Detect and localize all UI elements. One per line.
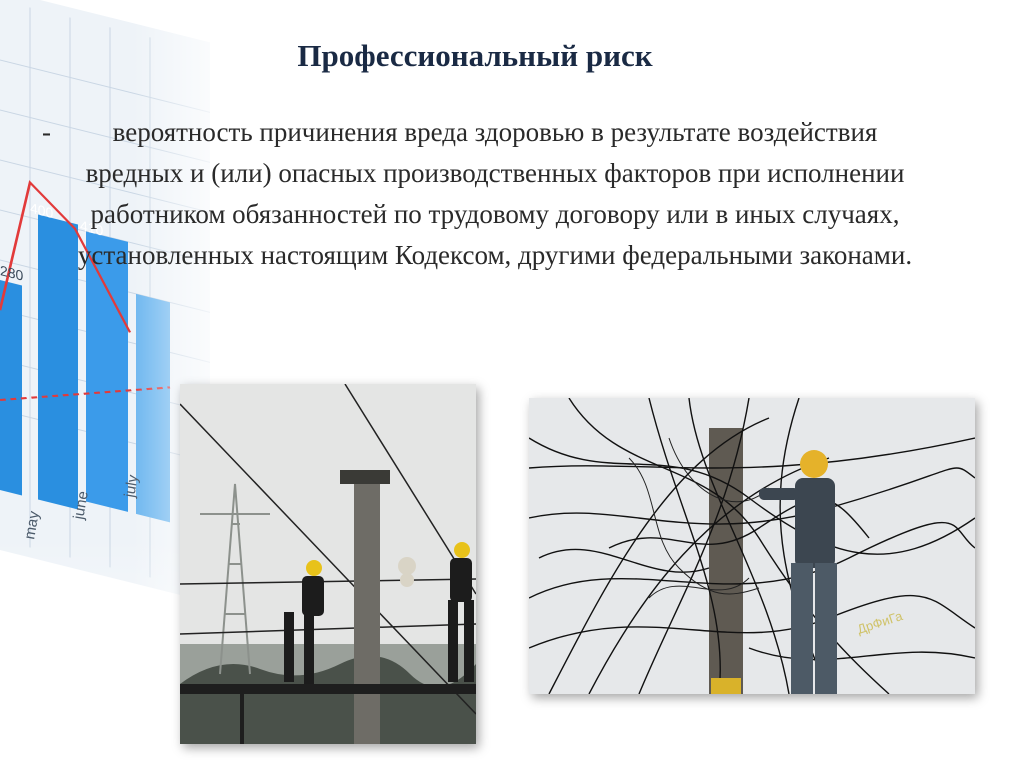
photo-wires-image [529, 398, 975, 694]
definition-block [40, 112, 920, 276]
definition-text: вероятность причинения вреда здоровью в результате воздействия вредных и (или) опасных производственных факторов при исполнении работником обязанностей по трудовому договору или в иных случаях, установленных настоящим Кодексом, другими федеральными законами. [77, 117, 913, 270]
photo-linemen-on-pole [180, 384, 476, 744]
watermark: ДрФиГа [855, 608, 905, 637]
photo-tangled-wires [529, 398, 975, 694]
slide-title: Профессиональный риск [297, 38, 653, 73]
bullet-dash: - [42, 117, 51, 147]
photo-linemen-image [180, 384, 476, 744]
